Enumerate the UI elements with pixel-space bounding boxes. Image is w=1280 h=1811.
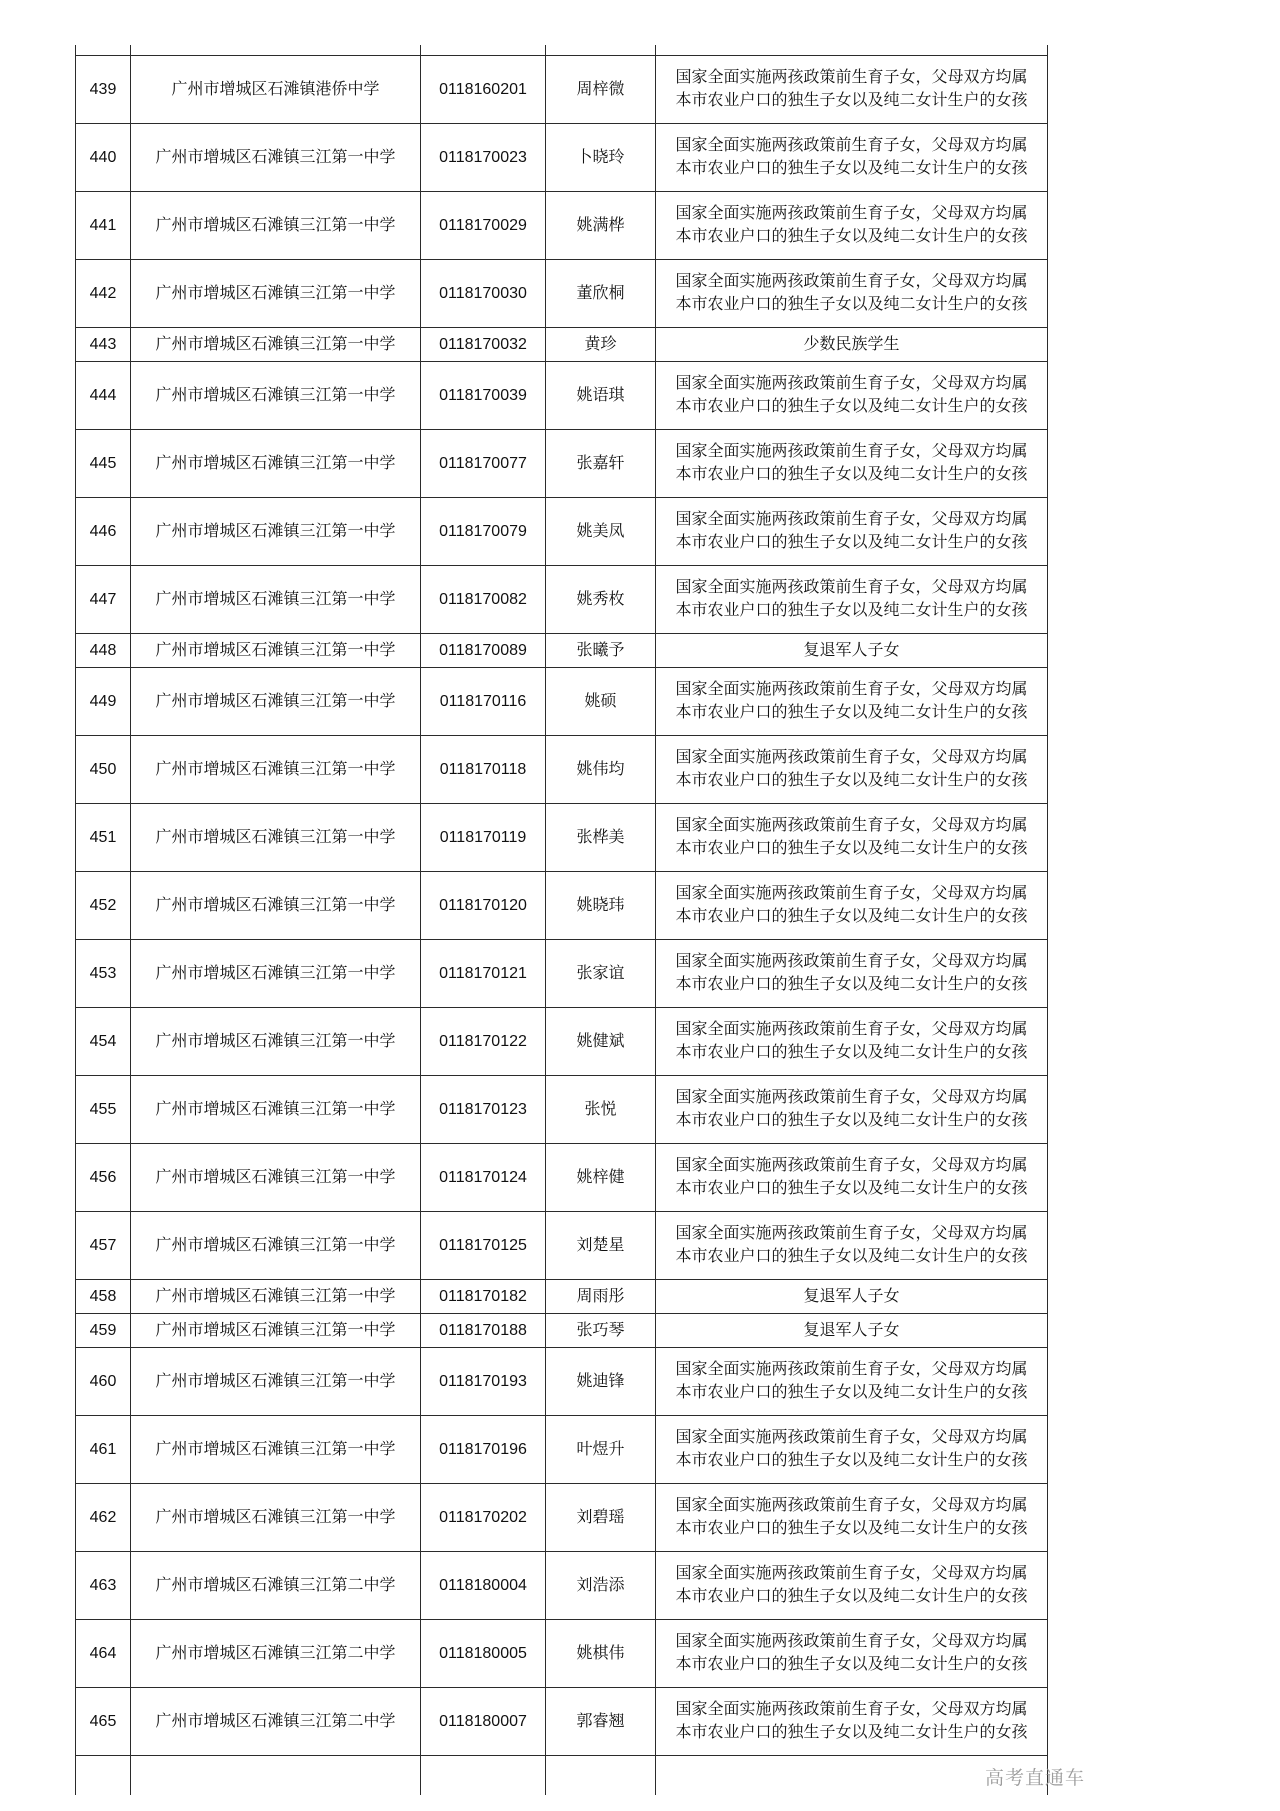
student-name-cell: 周雨彤 (546, 1279, 656, 1313)
table-row (76, 1687, 1048, 1755)
table-row (76, 191, 1048, 259)
table-row (76, 429, 1048, 497)
remark-cell: 复退军人子女 (656, 1313, 1048, 1347)
school-name-cell: 广州市增城区石滩镇三江第一中学 (131, 871, 421, 939)
row-number-cell: 441 (76, 191, 131, 259)
student-id-cell: 0118170032 (421, 327, 546, 361)
table-row (76, 871, 1048, 939)
row-number-cell: 464 (76, 1619, 131, 1687)
empty-cell (421, 1755, 546, 1795)
row-number-cell: 450 (76, 735, 131, 803)
student-id-cell: 0118170120 (421, 871, 546, 939)
school-name-cell: 广州市增城区石滩镇三江第一中学 (131, 497, 421, 565)
table-row (76, 1211, 1048, 1279)
table-row (76, 1483, 1048, 1551)
school-name-cell: 广州市增城区石滩镇三江第一中学 (131, 633, 421, 667)
school-name-cell: 广州市增城区石滩镇三江第一中学 (131, 1415, 421, 1483)
remark-cell: 国家全面实施两孩政策前生育子女，父母双方均属本市农业户口的独生子女以及纯二女计生户的女孩 (656, 1347, 1048, 1415)
student-name-cell: 姚满桦 (546, 191, 656, 259)
remark-cell: 国家全面实施两孩政策前生育子女，父母双方均属本市农业户口的独生子女以及纯二女计生户的女孩 (656, 735, 1048, 803)
row-number-cell: 448 (76, 633, 131, 667)
table-row (76, 667, 1048, 735)
row-number-cell: 439 (76, 55, 131, 123)
student-name-cell: 张嘉轩 (546, 429, 656, 497)
student-name-cell: 姚美凤 (546, 497, 656, 565)
remark-cell: 国家全面实施两孩政策前生育子女，父母双方均属本市农业户口的独生子女以及纯二女计生户的女孩 (656, 259, 1048, 327)
school-name-cell: 广州市增城区石滩镇三江第一中学 (131, 1279, 421, 1313)
remark-cell: 国家全面实施两孩政策前生育子女，父母双方均属本市农业户口的独生子女以及纯二女计生户的女孩 (656, 1619, 1048, 1687)
empty-cell (76, 1755, 131, 1795)
school-name-cell: 广州市增城区石滩镇三江第一中学 (131, 667, 421, 735)
table-row (76, 1619, 1048, 1687)
remark-cell: 复退军人子女 (656, 633, 1048, 667)
student-name-cell: 姚棋伟 (546, 1619, 656, 1687)
row-number-cell: 465 (76, 1687, 131, 1755)
row-number-cell: 447 (76, 565, 131, 633)
row-number-cell: 455 (76, 1075, 131, 1143)
student-id-cell: 0118170079 (421, 497, 546, 565)
student-name-cell: 董欣桐 (546, 259, 656, 327)
table-row (76, 123, 1048, 191)
empty-cell (131, 1755, 421, 1795)
student-id-cell: 0118180004 (421, 1551, 546, 1619)
table-row (76, 1415, 1048, 1483)
empty-cell (546, 45, 656, 55)
student-id-cell: 0118170123 (421, 1075, 546, 1143)
remark-cell: 国家全面实施两孩政策前生育子女，父母双方均属本市农业户口的独生子女以及纯二女计生户的女孩 (656, 1551, 1048, 1619)
remark-cell: 国家全面实施两孩政策前生育子女，父母双方均属本市农业户口的独生子女以及纯二女计生户的女孩 (656, 667, 1048, 735)
school-name-cell: 广州市增城区石滩镇三江第一中学 (131, 361, 421, 429)
school-name-cell: 广州市增城区石滩镇三江第一中学 (131, 1347, 421, 1415)
student-id-cell: 0118170121 (421, 939, 546, 1007)
row-number-cell: 454 (76, 1007, 131, 1075)
table-row (76, 1075, 1048, 1143)
remark-cell: 国家全面实施两孩政策前生育子女，父母双方均属本市农业户口的独生子女以及纯二女计生户的女孩 (656, 429, 1048, 497)
student-name-cell: 姚迪锋 (546, 1347, 656, 1415)
student-name-cell: 张悦 (546, 1075, 656, 1143)
student-name-cell: 姚硕 (546, 667, 656, 735)
table-row (76, 259, 1048, 327)
row-number-cell: 440 (76, 123, 131, 191)
remark-cell: 国家全面实施两孩政策前生育子女，父母双方均属本市农业户口的独生子女以及纯二女计生户的女孩 (656, 871, 1048, 939)
student-name-cell: 郭睿翘 (546, 1687, 656, 1755)
student-id-cell: 0118170122 (421, 1007, 546, 1075)
student-name-cell: 卜晓玲 (546, 123, 656, 191)
watermark-text: 高考直通车 (985, 1768, 1086, 1789)
school-name-cell: 广州市增城区石滩镇三江第一中学 (131, 1143, 421, 1211)
remark-cell: 国家全面实施两孩政策前生育子女，父母双方均属本市农业户口的独生子女以及纯二女计生户的女孩 (656, 939, 1048, 1007)
school-name-cell: 广州市增城区石滩镇港侨中学 (131, 55, 421, 123)
student-name-cell: 姚秀枚 (546, 565, 656, 633)
table-row (76, 565, 1048, 633)
student-name-cell: 张桦美 (546, 803, 656, 871)
remark-cell: 国家全面实施两孩政策前生育子女，父母双方均属本市农业户口的独生子女以及纯二女计生户的女孩 (656, 803, 1048, 871)
remark-cell: 国家全面实施两孩政策前生育子女，父母双方均属本市农业户口的独生子女以及纯二女计生户的女孩 (656, 361, 1048, 429)
remark-cell: 国家全面实施两孩政策前生育子女，父母双方均属本市农业户口的独生子女以及纯二女计生户的女孩 (656, 1211, 1048, 1279)
row-number-cell: 458 (76, 1279, 131, 1313)
school-name-cell: 广州市增城区石滩镇三江第一中学 (131, 565, 421, 633)
student-id-cell: 0118170023 (421, 123, 546, 191)
row-number-cell: 442 (76, 259, 131, 327)
empty-cell (656, 45, 1048, 55)
row-number-cell: 453 (76, 939, 131, 1007)
student-name-cell: 姚健斌 (546, 1007, 656, 1075)
table-row (76, 1279, 1048, 1313)
school-name-cell: 广州市增城区石滩镇三江第一中学 (131, 939, 421, 1007)
table-row (76, 497, 1048, 565)
remark-cell: 国家全面实施两孩政策前生育子女，父母双方均属本市农业户口的独生子女以及纯二女计生户的女孩 (656, 1483, 1048, 1551)
student-list-table (75, 45, 1048, 1795)
table-row (76, 1143, 1048, 1211)
student-id-cell: 0118170193 (421, 1347, 546, 1415)
student-name-cell: 刘浩添 (546, 1551, 656, 1619)
document-page (75, 45, 1048, 1795)
student-id-cell: 0118170089 (421, 633, 546, 667)
table-row (76, 327, 1048, 361)
student-id-cell: 0118170116 (421, 667, 546, 735)
student-id-cell: 0118180007 (421, 1687, 546, 1755)
row-number-cell: 456 (76, 1143, 131, 1211)
empty-cell (546, 1755, 656, 1795)
remark-cell: 国家全面实施两孩政策前生育子女，父母双方均属本市农业户口的独生子女以及纯二女计生户的女孩 (656, 123, 1048, 191)
table-row (76, 1347, 1048, 1415)
table-row (76, 735, 1048, 803)
student-name-cell: 黄珍 (546, 327, 656, 361)
student-name-cell: 刘碧瑶 (546, 1483, 656, 1551)
table-row (76, 1313, 1048, 1347)
table-row-partial-top (76, 45, 1048, 55)
empty-cell (131, 45, 421, 55)
student-id-cell: 0118170124 (421, 1143, 546, 1211)
remark-cell: 国家全面实施两孩政策前生育子女，父母双方均属本市农业户口的独生子女以及纯二女计生户的女孩 (656, 1007, 1048, 1075)
student-id-cell: 0118170202 (421, 1483, 546, 1551)
table-row (76, 361, 1048, 429)
row-number-cell: 457 (76, 1211, 131, 1279)
row-number-cell: 443 (76, 327, 131, 361)
table-row (76, 803, 1048, 871)
remark-cell: 国家全面实施两孩政策前生育子女，父母双方均属本市农业户口的独生子女以及纯二女计生户的女孩 (656, 1687, 1048, 1755)
school-name-cell: 广州市增城区石滩镇三江第一中学 (131, 1483, 421, 1551)
student-id-cell: 0118170039 (421, 361, 546, 429)
student-name-cell: 姚晓玮 (546, 871, 656, 939)
student-id-cell: 0118170082 (421, 565, 546, 633)
row-number-cell: 460 (76, 1347, 131, 1415)
school-name-cell: 广州市增城区石滩镇三江第一中学 (131, 429, 421, 497)
student-id-cell: 0118170196 (421, 1415, 546, 1483)
student-name-cell: 姚伟均 (546, 735, 656, 803)
school-name-cell: 广州市增城区石滩镇三江第一中学 (131, 1313, 421, 1347)
school-name-cell: 广州市增城区石滩镇三江第二中学 (131, 1687, 421, 1755)
table-row (76, 1551, 1048, 1619)
student-id-cell: 0118170030 (421, 259, 546, 327)
student-name-cell: 姚语琪 (546, 361, 656, 429)
student-name-cell: 刘楚星 (546, 1211, 656, 1279)
school-name-cell: 广州市增城区石滩镇三江第一中学 (131, 1007, 421, 1075)
remark-cell: 国家全面实施两孩政策前生育子女，父母双方均属本市农业户口的独生子女以及纯二女计生户的女孩 (656, 55, 1048, 123)
student-id-cell: 0118160201 (421, 55, 546, 123)
empty-cell (421, 45, 546, 55)
remark-cell: 少数民族学生 (656, 327, 1048, 361)
student-id-cell: 0118170125 (421, 1211, 546, 1279)
table-row-partial-bottom (76, 1755, 1048, 1795)
school-name-cell: 广州市增城区石滩镇三江第一中学 (131, 803, 421, 871)
student-id-cell: 0118170029 (421, 191, 546, 259)
student-name-cell: 周梓微 (546, 55, 656, 123)
school-name-cell: 广州市增城区石滩镇三江第一中学 (131, 123, 421, 191)
student-id-cell: 0118170119 (421, 803, 546, 871)
row-number-cell: 449 (76, 667, 131, 735)
remark-cell: 国家全面实施两孩政策前生育子女，父母双方均属本市农业户口的独生子女以及纯二女计生户的女孩 (656, 1143, 1048, 1211)
student-id-cell: 0118170182 (421, 1279, 546, 1313)
student-name-cell: 姚梓健 (546, 1143, 656, 1211)
school-name-cell: 广州市增城区石滩镇三江第一中学 (131, 327, 421, 361)
row-number-cell: 451 (76, 803, 131, 871)
row-number-cell: 452 (76, 871, 131, 939)
empty-cell (76, 45, 131, 55)
table-row (76, 1007, 1048, 1075)
student-name-cell: 张曦予 (546, 633, 656, 667)
student-name-cell: 张巧琴 (546, 1313, 656, 1347)
student-name-cell: 叶煜升 (546, 1415, 656, 1483)
student-id-cell: 0118170188 (421, 1313, 546, 1347)
student-id-cell: 0118170077 (421, 429, 546, 497)
row-number-cell: 461 (76, 1415, 131, 1483)
school-name-cell: 广州市增城区石滩镇三江第二中学 (131, 1619, 421, 1687)
row-number-cell: 444 (76, 361, 131, 429)
table-row (76, 55, 1048, 123)
school-name-cell: 广州市增城区石滩镇三江第一中学 (131, 259, 421, 327)
remark-cell: 国家全面实施两孩政策前生育子女，父母双方均属本市农业户口的独生子女以及纯二女计生户的女孩 (656, 497, 1048, 565)
row-number-cell: 446 (76, 497, 131, 565)
student-id-cell: 0118170118 (421, 735, 546, 803)
remark-cell: 国家全面实施两孩政策前生育子女，父母双方均属本市农业户口的独生子女以及纯二女计生户的女孩 (656, 1075, 1048, 1143)
remark-cell: 国家全面实施两孩政策前生育子女，父母双方均属本市农业户口的独生子女以及纯二女计生户的女孩 (656, 191, 1048, 259)
remark-cell: 复退军人子女 (656, 1279, 1048, 1313)
row-number-cell: 462 (76, 1483, 131, 1551)
school-name-cell: 广州市增城区石滩镇三江第一中学 (131, 1211, 421, 1279)
row-number-cell: 459 (76, 1313, 131, 1347)
school-name-cell: 广州市增城区石滩镇三江第一中学 (131, 1075, 421, 1143)
student-id-cell: 0118180005 (421, 1619, 546, 1687)
student-name-cell: 张家谊 (546, 939, 656, 1007)
school-name-cell: 广州市增城区石滩镇三江第一中学 (131, 735, 421, 803)
remark-cell: 国家全面实施两孩政策前生育子女，父母双方均属本市农业户口的独生子女以及纯二女计生户的女孩 (656, 1415, 1048, 1483)
table-row (76, 939, 1048, 1007)
row-number-cell: 445 (76, 429, 131, 497)
table-row (76, 633, 1048, 667)
row-number-cell: 463 (76, 1551, 131, 1619)
remark-cell: 国家全面实施两孩政策前生育子女，父母双方均属本市农业户口的独生子女以及纯二女计生户的女孩 (656, 565, 1048, 633)
school-name-cell: 广州市增城区石滩镇三江第一中学 (131, 191, 421, 259)
school-name-cell: 广州市增城区石滩镇三江第二中学 (131, 1551, 421, 1619)
